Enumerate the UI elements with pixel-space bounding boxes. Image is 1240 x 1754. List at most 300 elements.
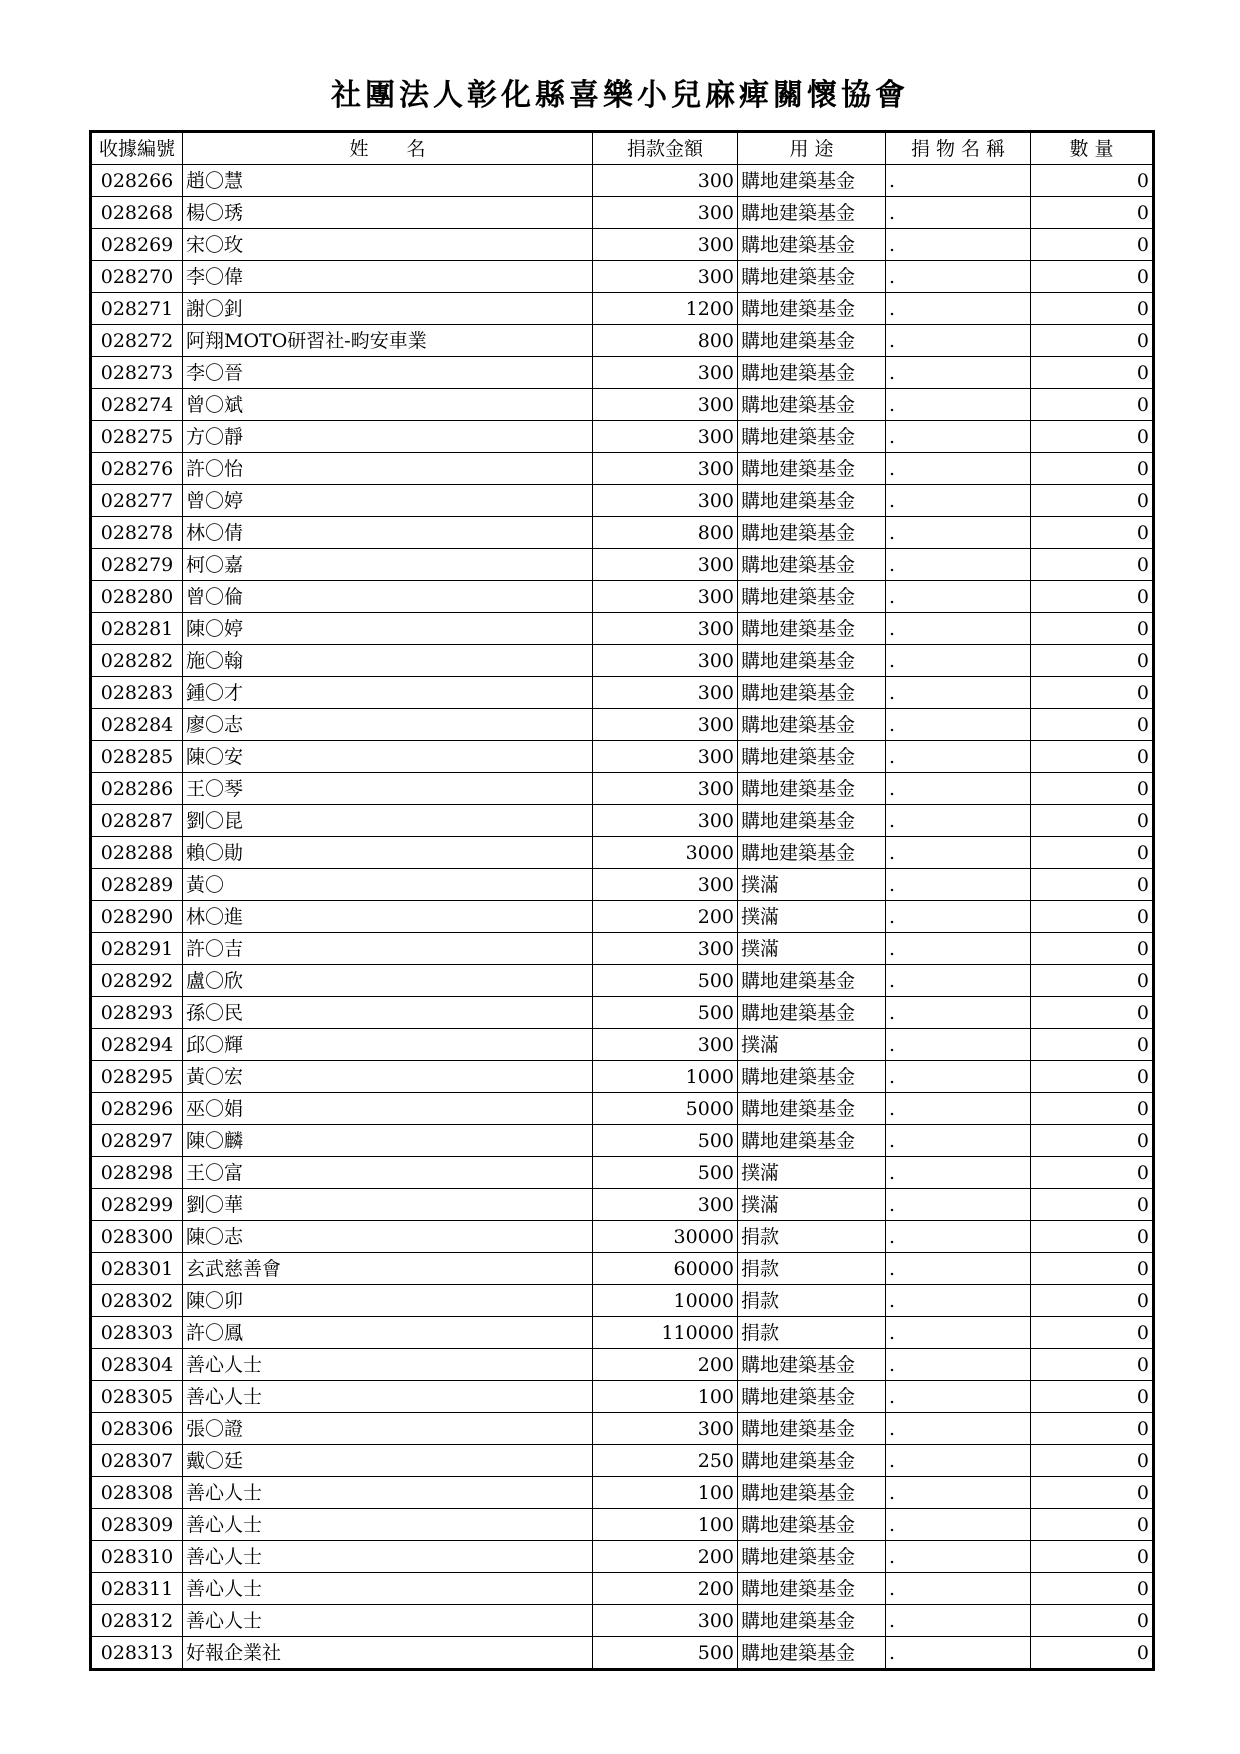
table-body [91,165,1154,1670]
header-amount: 捐款金額 [593,132,738,165]
use-cell: 購地建築基金 [738,1381,886,1413]
item-name-cell: . [886,1413,1031,1445]
amount-cell: 100 [593,1477,738,1509]
table-row [91,549,1154,581]
donor-name-cell: 善心人士 [183,1477,593,1509]
table-row [91,1509,1154,1541]
item-name-cell: . [886,1509,1031,1541]
quantity-cell: 0 [1031,453,1154,485]
donor-name-cell: 好報企業社 [183,1637,593,1670]
header-use: 用 途 [738,132,886,165]
table-row [91,805,1154,837]
quantity-cell: 0 [1031,1541,1154,1573]
item-name-cell: . [886,293,1031,325]
use-cell: 購地建築基金 [738,837,886,869]
quantity-cell: 0 [1031,389,1154,421]
donor-name-cell: 陳〇麟 [183,1125,593,1157]
quantity-cell: 0 [1031,869,1154,901]
receipt-no-cell: 028290 [91,901,183,933]
receipt-no-cell: 028294 [91,1029,183,1061]
table-row [91,709,1154,741]
use-cell: 購地建築基金 [738,389,886,421]
receipt-no-cell: 028307 [91,1445,183,1477]
item-name-cell: . [886,965,1031,997]
use-cell: 購地建築基金 [738,421,886,453]
donor-name-cell: 玄武慈善會 [183,1253,593,1285]
use-cell: 購地建築基金 [738,645,886,677]
use-cell: 購地建築基金 [738,485,886,517]
quantity-cell: 0 [1031,1381,1154,1413]
receipt-no-cell: 028288 [91,837,183,869]
receipt-no-cell: 028268 [91,197,183,229]
donation-table [89,130,1155,1671]
table-row [91,581,1154,613]
table-row [91,517,1154,549]
amount-cell: 500 [593,1125,738,1157]
table-row [91,1573,1154,1605]
quantity-cell: 0 [1031,1157,1154,1189]
item-name-cell: . [886,1061,1031,1093]
quantity-cell: 0 [1031,229,1154,261]
amount-cell: 60000 [593,1253,738,1285]
table-row [91,1285,1154,1317]
item-name-cell: . [886,1221,1031,1253]
use-cell: 購地建築基金 [738,165,886,197]
amount-cell: 300 [593,805,738,837]
quantity-cell: 0 [1031,965,1154,997]
donor-name-cell: 許〇鳳 [183,1317,593,1349]
amount-cell: 300 [593,389,738,421]
item-name-cell: . [886,901,1031,933]
quantity-cell: 0 [1031,1317,1154,1349]
receipt-no-cell: 028283 [91,677,183,709]
item-name-cell: . [886,165,1031,197]
item-name-cell: . [886,1541,1031,1573]
receipt-no-cell: 028266 [91,165,183,197]
amount-cell: 300 [593,613,738,645]
receipt-no-cell: 028289 [91,869,183,901]
quantity-cell: 0 [1031,1349,1154,1381]
item-name-cell: . [886,709,1031,741]
item-name-cell: . [886,645,1031,677]
table-row [91,965,1154,997]
donor-name-cell: 廖〇志 [183,709,593,741]
use-cell: 捐款 [738,1317,886,1349]
receipt-no-cell: 028270 [91,261,183,293]
table-row [91,901,1154,933]
use-cell: 撲滿 [738,1189,886,1221]
item-name-cell: . [886,677,1031,709]
quantity-cell: 0 [1031,421,1154,453]
donor-name-cell: 施〇翰 [183,645,593,677]
table-row [91,1029,1154,1061]
header-receipt-no: 收據編號 [91,132,183,165]
receipt-no-cell: 028298 [91,1157,183,1189]
receipt-no-cell: 028291 [91,933,183,965]
use-cell: 購地建築基金 [738,229,886,261]
item-name-cell: . [886,1125,1031,1157]
receipt-no-cell: 028272 [91,325,183,357]
table-row [91,1445,1154,1477]
amount-cell: 800 [593,517,738,549]
quantity-cell: 0 [1031,1093,1154,1125]
item-name-cell: . [886,1157,1031,1189]
receipt-no-cell: 028309 [91,1509,183,1541]
amount-cell: 300 [593,229,738,261]
amount-cell: 300 [593,1605,738,1637]
donor-name-cell: 柯〇嘉 [183,549,593,581]
item-name-cell: . [886,229,1031,261]
donor-name-cell: 陳〇志 [183,1221,593,1253]
receipt-no-cell: 028304 [91,1349,183,1381]
quantity-cell: 0 [1031,933,1154,965]
amount-cell: 300 [593,453,738,485]
receipt-no-cell: 028295 [91,1061,183,1093]
receipt-no-cell: 028313 [91,1637,183,1670]
item-name-cell: . [886,1253,1031,1285]
quantity-cell: 0 [1031,1221,1154,1253]
table-row [91,997,1154,1029]
table-row [91,389,1154,421]
receipt-no-cell: 028305 [91,1381,183,1413]
donor-name-cell: 黃〇宏 [183,1061,593,1093]
donor-name-cell: 林〇進 [183,901,593,933]
quantity-cell: 0 [1031,645,1154,677]
item-name-cell: . [886,741,1031,773]
donor-name-cell: 善心人士 [183,1509,593,1541]
receipt-no-cell: 028292 [91,965,183,997]
use-cell: 購地建築基金 [738,1605,886,1637]
use-cell: 購地建築基金 [738,549,886,581]
use-cell: 購地建築基金 [738,1637,886,1670]
use-cell: 購地建築基金 [738,677,886,709]
table-row [91,1413,1154,1445]
item-name-cell: . [886,773,1031,805]
donor-name-cell: 曾〇斌 [183,389,593,421]
donor-name-cell: 阿翔MOTO研習社-畇安車業 [183,325,593,357]
donor-name-cell: 張〇證 [183,1413,593,1445]
quantity-cell: 0 [1031,1573,1154,1605]
quantity-cell: 0 [1031,1253,1154,1285]
item-name-cell: . [886,549,1031,581]
donor-name-cell: 楊〇琇 [183,197,593,229]
item-name-cell: . [886,389,1031,421]
amount-cell: 300 [593,357,738,389]
use-cell: 購地建築基金 [738,773,886,805]
receipt-no-cell: 028286 [91,773,183,805]
item-name-cell: . [886,1317,1031,1349]
amount-cell: 300 [593,581,738,613]
receipt-no-cell: 028277 [91,485,183,517]
amount-cell: 500 [593,1637,738,1670]
receipt-no-cell: 028311 [91,1573,183,1605]
table-row [91,421,1154,453]
amount-cell: 300 [593,1189,738,1221]
donor-name-cell: 善心人士 [183,1573,593,1605]
table-row [91,677,1154,709]
use-cell: 撲滿 [738,901,886,933]
amount-cell: 110000 [593,1317,738,1349]
amount-cell: 100 [593,1381,738,1413]
header-item: 捐 物 名 稱 [886,132,1031,165]
quantity-cell: 0 [1031,165,1154,197]
amount-cell: 30000 [593,1221,738,1253]
item-name-cell: . [886,613,1031,645]
donor-name-cell: 善心人士 [183,1349,593,1381]
receipt-no-cell: 028281 [91,613,183,645]
item-name-cell: . [886,1189,1031,1221]
receipt-no-cell: 028296 [91,1093,183,1125]
donor-name-cell: 方〇靜 [183,421,593,453]
use-cell: 購地建築基金 [738,1445,886,1477]
amount-cell: 3000 [593,837,738,869]
donor-name-cell: 趙〇慧 [183,165,593,197]
donor-name-cell: 許〇吉 [183,933,593,965]
use-cell: 購地建築基金 [738,741,886,773]
item-name-cell: . [886,517,1031,549]
receipt-no-cell: 028269 [91,229,183,261]
document-title: 社團法人彰化縣喜樂小兒麻痺關懷協會 [331,78,909,113]
use-cell: 購地建築基金 [738,197,886,229]
donor-name-cell: 賴〇勛 [183,837,593,869]
item-name-cell: . [886,933,1031,965]
table-row [91,1541,1154,1573]
donor-name-cell: 陳〇安 [183,741,593,773]
receipt-no-cell: 028306 [91,1413,183,1445]
item-name-cell: . [886,357,1031,389]
item-name-cell: . [886,325,1031,357]
receipt-no-cell: 028312 [91,1605,183,1637]
amount-cell: 1000 [593,1061,738,1093]
donor-name-cell: 劉〇華 [183,1189,593,1221]
receipt-no-cell: 028300 [91,1221,183,1253]
amount-cell: 300 [593,261,738,293]
receipt-no-cell: 028276 [91,453,183,485]
donor-name-cell: 邱〇輝 [183,1029,593,1061]
use-cell: 購地建築基金 [738,1477,886,1509]
amount-cell: 300 [593,485,738,517]
table-row [91,261,1154,293]
table-row [91,1189,1154,1221]
amount-cell: 800 [593,325,738,357]
use-cell: 購地建築基金 [738,613,886,645]
item-name-cell: . [886,997,1031,1029]
receipt-no-cell: 028284 [91,709,183,741]
amount-cell: 500 [593,965,738,997]
receipt-no-cell: 028293 [91,997,183,1029]
table-row [91,1605,1154,1637]
receipt-no-cell: 028301 [91,1253,183,1285]
use-cell: 購地建築基金 [738,261,886,293]
donor-name-cell: 鍾〇才 [183,677,593,709]
donor-name-cell: 劉〇昆 [183,805,593,837]
receipt-no-cell: 028297 [91,1125,183,1157]
use-cell: 購地建築基金 [738,1125,886,1157]
header-qty: 數 量 [1031,132,1154,165]
table-row [91,1157,1154,1189]
table-row [91,229,1154,261]
amount-cell: 5000 [593,1093,738,1125]
quantity-cell: 0 [1031,709,1154,741]
table-row [91,1637,1154,1670]
table-row [91,933,1154,965]
quantity-cell: 0 [1031,325,1154,357]
quantity-cell: 0 [1031,613,1154,645]
use-cell: 購地建築基金 [738,1061,886,1093]
use-cell: 購地建築基金 [738,357,886,389]
receipt-no-cell: 028279 [91,549,183,581]
use-cell: 撲滿 [738,869,886,901]
use-cell: 購地建築基金 [738,453,886,485]
table-row [91,645,1154,677]
item-name-cell: . [886,1605,1031,1637]
item-name-cell: . [886,581,1031,613]
quantity-cell: 0 [1031,1445,1154,1477]
receipt-no-cell: 028273 [91,357,183,389]
use-cell: 購地建築基金 [738,965,886,997]
table-header-row [91,132,1154,165]
quantity-cell: 0 [1031,1637,1154,1670]
donor-name-cell: 曾〇婷 [183,485,593,517]
amount-cell: 100 [593,1509,738,1541]
quantity-cell: 0 [1031,1189,1154,1221]
quantity-cell: 0 [1031,485,1154,517]
donor-name-cell: 盧〇欣 [183,965,593,997]
amount-cell: 300 [593,709,738,741]
use-cell: 捐款 [738,1253,886,1285]
item-name-cell: . [886,1381,1031,1413]
receipt-no-cell: 028274 [91,389,183,421]
amount-cell: 500 [593,1157,738,1189]
receipt-no-cell: 028287 [91,805,183,837]
item-name-cell: . [886,1029,1031,1061]
receipt-no-cell: 028271 [91,293,183,325]
receipt-no-cell: 028310 [91,1541,183,1573]
item-name-cell: . [886,1477,1031,1509]
quantity-cell: 0 [1031,1477,1154,1509]
header-name: 姓 名 [183,132,593,165]
table-row [91,1093,1154,1125]
amount-cell: 300 [593,645,738,677]
receipt-no-cell: 028303 [91,1317,183,1349]
donor-name-cell: 宋〇玫 [183,229,593,261]
amount-cell: 300 [593,421,738,453]
amount-cell: 300 [593,549,738,581]
item-name-cell: . [886,1573,1031,1605]
use-cell: 購地建築基金 [738,1093,886,1125]
quantity-cell: 0 [1031,1605,1154,1637]
table-row [91,773,1154,805]
table-row [91,1317,1154,1349]
donor-name-cell: 戴〇廷 [183,1445,593,1477]
item-name-cell: . [886,1285,1031,1317]
donor-name-cell: 黃〇 [183,869,593,901]
amount-cell: 200 [593,1573,738,1605]
donor-name-cell: 李〇偉 [183,261,593,293]
table-row [91,1125,1154,1157]
table-row [91,165,1154,197]
amount-cell: 500 [593,997,738,1029]
use-cell: 撲滿 [738,933,886,965]
use-cell: 撲滿 [738,1157,886,1189]
table-row [91,741,1154,773]
amount-cell: 300 [593,197,738,229]
use-cell: 購地建築基金 [738,293,886,325]
amount-cell: 300 [593,165,738,197]
receipt-no-cell: 028285 [91,741,183,773]
quantity-cell: 0 [1031,261,1154,293]
use-cell: 購地建築基金 [738,1573,886,1605]
item-name-cell: . [886,197,1031,229]
donor-name-cell: 王〇琴 [183,773,593,805]
table-row [91,613,1154,645]
quantity-cell: 0 [1031,1125,1154,1157]
quantity-cell: 0 [1031,517,1154,549]
table-row [91,325,1154,357]
table-row [91,1349,1154,1381]
quantity-cell: 0 [1031,197,1154,229]
amount-cell: 300 [593,741,738,773]
receipt-no-cell: 028275 [91,421,183,453]
amount-cell: 300 [593,773,738,805]
use-cell: 撲滿 [738,1029,886,1061]
amount-cell: 300 [593,933,738,965]
table-row [91,1477,1154,1509]
quantity-cell: 0 [1031,581,1154,613]
amount-cell: 1200 [593,293,738,325]
quantity-cell: 0 [1031,1413,1154,1445]
quantity-cell: 0 [1031,1061,1154,1093]
item-name-cell: . [886,1349,1031,1381]
quantity-cell: 0 [1031,997,1154,1029]
donor-name-cell: 謝〇釗 [183,293,593,325]
quantity-cell: 0 [1031,677,1154,709]
use-cell: 購地建築基金 [738,997,886,1029]
table-row [91,1061,1154,1093]
amount-cell: 300 [593,1413,738,1445]
item-name-cell: . [886,1093,1031,1125]
use-cell: 購地建築基金 [738,1413,886,1445]
receipt-no-cell: 028278 [91,517,183,549]
table-row [91,1381,1154,1413]
amount-cell: 300 [593,869,738,901]
item-name-cell: . [886,453,1031,485]
quantity-cell: 0 [1031,357,1154,389]
receipt-no-cell: 028299 [91,1189,183,1221]
table-row [91,1221,1154,1253]
donor-name-cell: 許〇怡 [183,453,593,485]
table-row [91,485,1154,517]
amount-cell: 200 [593,901,738,933]
receipt-no-cell: 028302 [91,1285,183,1317]
item-name-cell: . [886,261,1031,293]
item-name-cell: . [886,1445,1031,1477]
use-cell: 購地建築基金 [738,325,886,357]
use-cell: 購地建築基金 [738,1541,886,1573]
quantity-cell: 0 [1031,1285,1154,1317]
use-cell: 捐款 [738,1285,886,1317]
use-cell: 購地建築基金 [738,1509,886,1541]
table-row [91,453,1154,485]
quantity-cell: 0 [1031,1509,1154,1541]
quantity-cell: 0 [1031,1029,1154,1061]
amount-cell: 300 [593,1029,738,1061]
donor-name-cell: 陳〇卯 [183,1285,593,1317]
receipt-no-cell: 028308 [91,1477,183,1509]
item-name-cell: . [886,869,1031,901]
quantity-cell: 0 [1031,901,1154,933]
item-name-cell: . [886,1637,1031,1670]
